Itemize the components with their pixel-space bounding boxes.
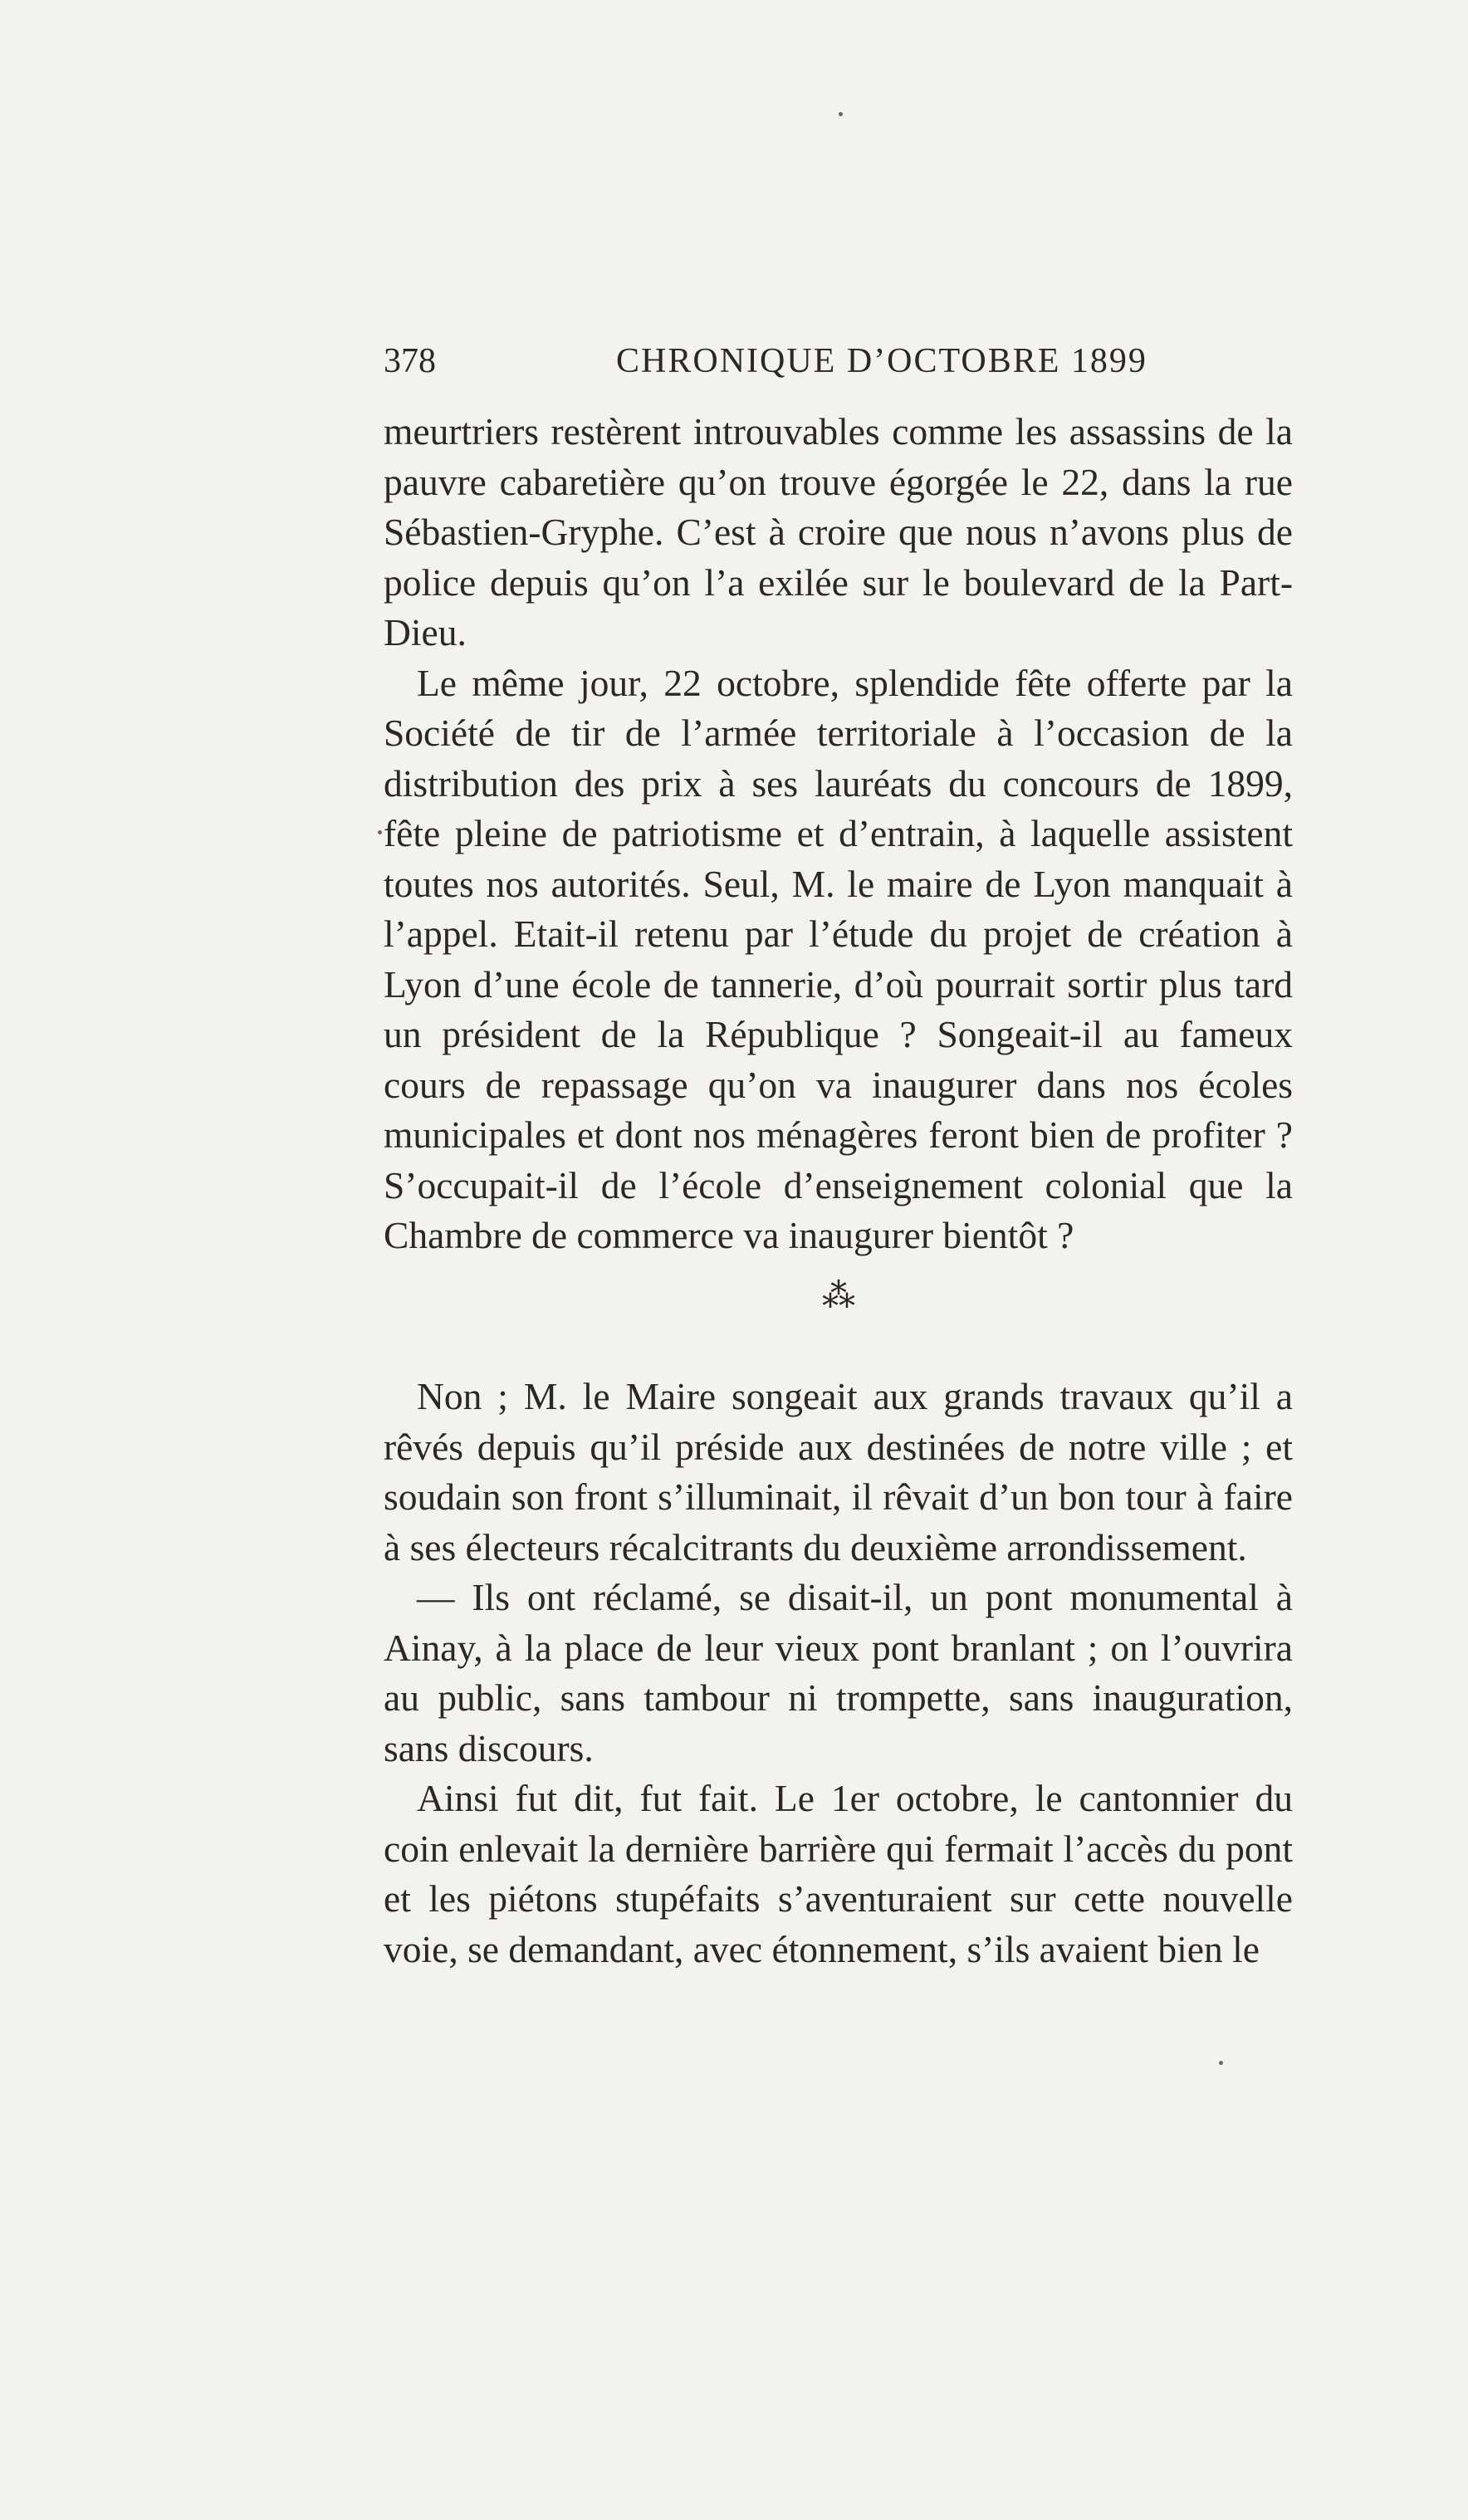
- text-block-bottom: [384, 1372, 1293, 1974]
- paragraph: meurtriers restèrent introuvables comme les assassins de la pauvre cabaretière qu’on trouve égorgée le 22, dans la rue Sébastien-Gryphe. C’est à croire que nous n’avons plus de police depuis qu’on l’a exilée sur le boulevard de la Part-Dieu.: [384, 410, 1293, 653]
- paper-speck: [378, 830, 382, 834]
- paragraph: Non ; M. le Maire songeait aux grands travaux qu’il a rêvés depuis qu’il préside aux destinées de notre ville ; et soudain son front s’illuminait, il rêvait d’un bon tour à faire à ses électeurs récalcitrants du deuxième arrondissement.: [384, 1375, 1293, 1568]
- paper-speck: [1219, 2061, 1223, 2065]
- running-title: CHRONIQUE D’OCTOBRE 1899: [616, 342, 1147, 380]
- paragraph: Le même jour, 22 octobre, splendide fête offerte par la Société de tir de l’armée territoriale à l’occasion de la distribution des prix à ses lauréats du concours de 1899, fête pleine de patriotisme et d’entrain, à laquelle assistent toutes nos autorités. Seul, M. le maire de Lyon manquait à l’appel. Etait-il retenu par l’étude du projet de création à Lyon d’une école de tannerie, d’où pourrait sortir plus tard un président de la République ? Songeait-il au fameux cours de repassage qu’on va inaugurer dans nos écoles municipales et dont nos ménagères feront bien de profiter ? S’occupait-il de l’école d’enseignement colonial que la Chambre de commerce va inaugurer bientôt ?: [384, 661, 1293, 1256]
- paragraph: — Ils ont réclamé, se disait-il, un pont monumental à Ainay, à la place de leur vieux pont branlant ; on l’ouvrira au public, sans tambour ni trompette, sans inauguration, sans discours.: [384, 1576, 1293, 1769]
- text-block-top: [384, 407, 1293, 1261]
- paper-speck: [839, 112, 843, 116]
- section-break-asterism: ⁂: [822, 1277, 855, 1314]
- page-number: 378: [384, 342, 436, 380]
- paragraph: Ainsi fut dit, fut fait. Le 1er octobre, le cantonnier du coin enlevait la dernière barrière qui fermait l’accès du pont et les piétons stupéfaits s’aventuraient sur cette nouvelle voie, se demandant, avec étonnement, s’ils avaient bien le: [384, 1777, 1293, 1970]
- page-header: [384, 332, 1293, 390]
